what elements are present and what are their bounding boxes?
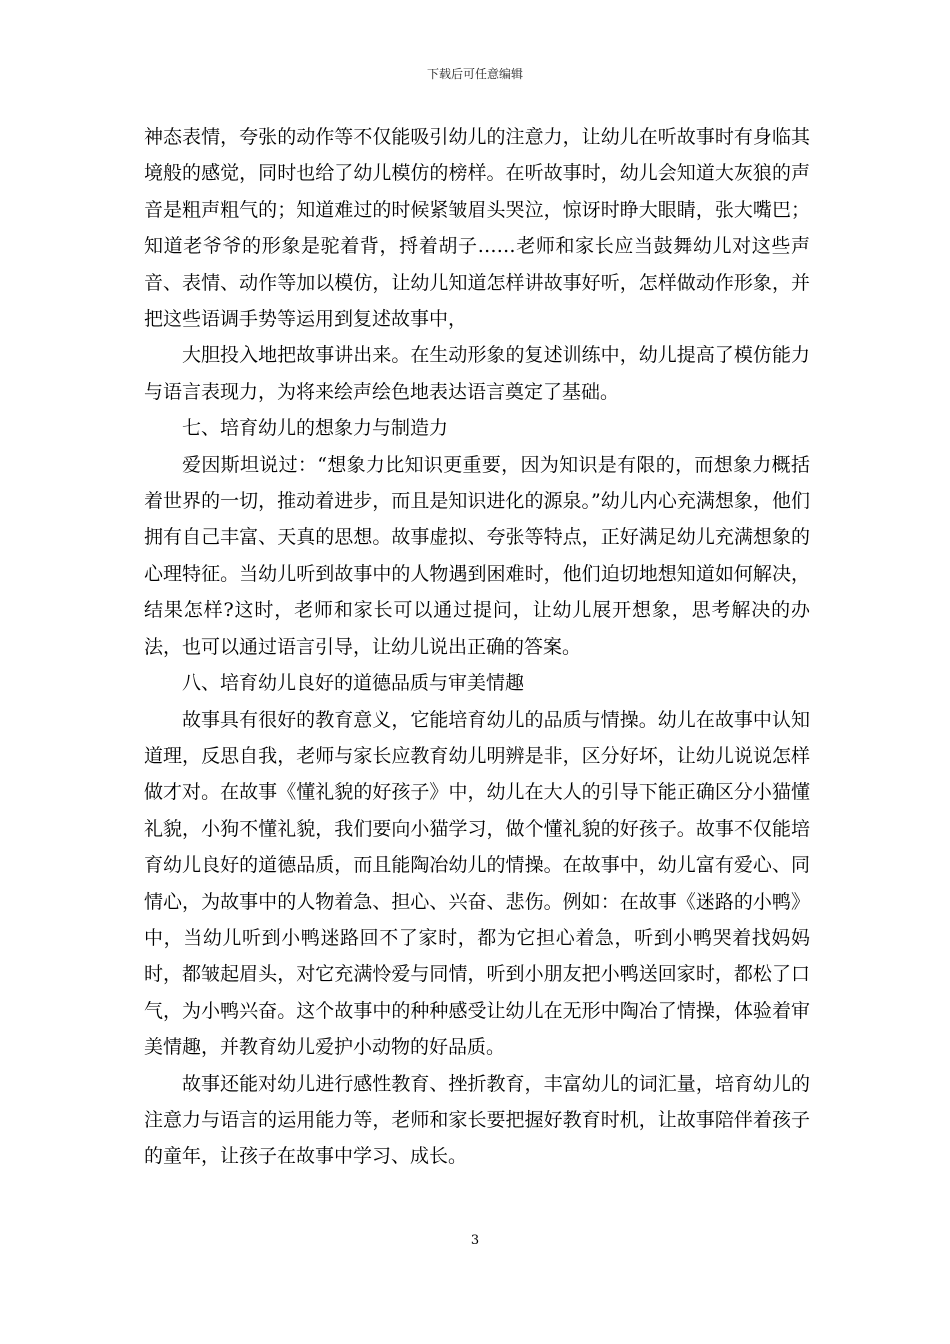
paragraph: 故事还能对幼儿进行感性教育、挫折教育，丰富幼儿的词汇量，培育幼儿的注意力与语言的运用能力等，老师和家长要把握好教育时机，让故事陪伴着孩子的童年，让孩子在故事中学习、成长。 — [144, 1072, 810, 1168]
page-number: 3 — [470, 1233, 480, 1248]
paragraph: 故事具有很好的教育意义，它能培育幼儿的品质与情操。幼儿在故事中认知道理，反思自我，老师与家长应教育幼儿明辨是非，区分好坏，让幼儿说说怎样做才对。在故事《懂礼貌的好孩子》中，幼儿在大人的引导下能正确区分小猫懂礼貌，小狗不懂礼貌，我们要向小猫学习，做个懂礼貌的好孩子。故事不仅能培育幼儿良好的道德品质，而且能陶冶幼儿的情操。在故事中，幼儿富有爱心、同情心，为故事中的人物着急、担心、兴奋、悲伤。例如：在故事《迷路的小鸭》中，当幼儿听到小鸭迷路回不了家时，都为它担心着急，听到小鸭哭着找妈妈时，都皱起眉头，对它充满怜爱与同情，听到小朋友把小鸭送回家时，都松了口气，为小鸭兴奋。这个故事中的种种感受让幼儿在无形中陶冶了情操，体验着审美情趣，并教育幼儿爱护小动物的好品质。 — [144, 708, 810, 1059]
document-body — [144, 119, 810, 1175]
section-heading: 七、培育幼儿的想象力与制造力 — [182, 417, 449, 440]
page-header: 下载后可任意编辑 — [426, 67, 523, 81]
section-heading: 八、培育幼儿良好的道德品质与审美情趣 — [182, 672, 525, 695]
paragraph-continued: 神态表情，夸张的动作等不仅能吸引幼儿的注意力，让幼儿在听故事时有身临其境般的感觉，同时也给了幼儿模仿的榜样。在听故事时，幼儿会知道大灰狼的声音是粗声粗气的；知道难过的时候紧皱眉头哭泣，惊讶时睁大眼睛，张大嘴巴；知道老爷爷的形象是驼着背，捋着胡子……老师和家长应当鼓舞幼儿对这些声音、表情、动作等加以模仿，让幼儿知道怎样讲故事好听，怎样做动作形象，并把这些语调手势等运用到复述故事中， — [144, 126, 810, 331]
paragraph: 大胆投入地把故事讲出来。在生动形象的复述训练中，幼儿提高了模仿能力与语言表现力，为将来绘声绘色地表达语言奠定了基础。 — [144, 344, 810, 403]
paragraph: 爱因斯坦说过：“想象力比知识更重要，因为知识是有限的，而想象力概括着世界的一切，推动着进步，而且是知识进化的源泉。”幼儿内心充满想象，他们拥有自己丰富、天真的思想。故事虚拟、夸张等特点，正好满足幼儿充满想象的心理特征。当幼儿听到故事中的人物遇到困难时，他们迫切地想知道如何解决，结果怎样?这时，老师和家长可以通过提问，让幼儿展开想象，思考解决的办法，也可以通过语言引导，让幼儿说出正确的答案。 — [144, 453, 810, 658]
